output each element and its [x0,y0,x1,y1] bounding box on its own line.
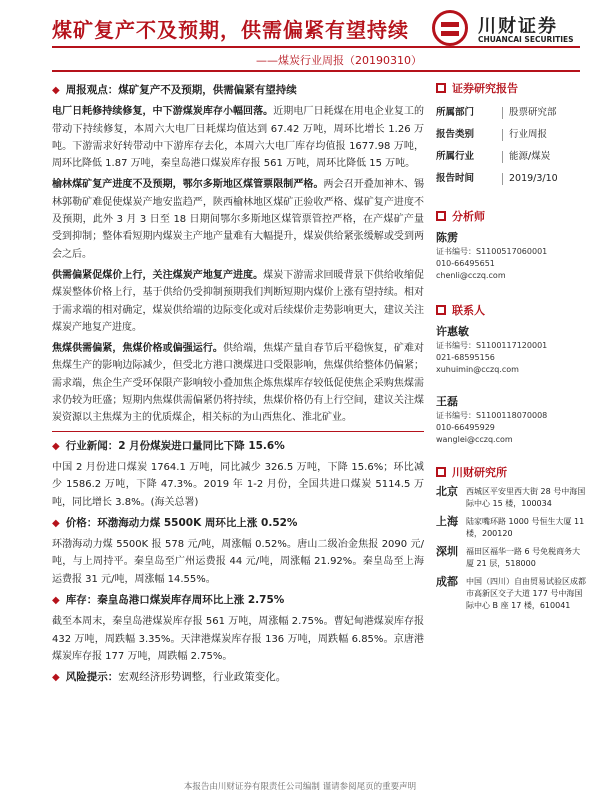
page-footer: 本报告由川财证券有限责任公司编制 谨请参阅尾页的重要声明 [183,782,417,792]
bullet-icon: ◆ [52,85,60,96]
contact-cert: 证书编号：S1100118070008 [436,411,548,420]
office-beijing: 北京 西城区平安里西大街 28 号中海国际中心 15 楼，100034 [436,485,586,508]
report-heading: 证券研究报告 [436,80,586,96]
bullet-icon: ◆ [52,440,60,452]
section-divider [52,431,424,432]
office-chengdu: 成都 中国（四川）自由贸易试验区成都市高新区交子大道 177 号中海国际中心 B 座 17 楼，610041 [436,575,586,610]
square-icon [436,83,446,93]
price-heading [52,515,424,532]
summary-para-4: 焦煤供需偏紧，焦煤价格或偏强运行。供给端，焦煤产量自春节后平稳恢复，矿难对焦煤生产的影响边际减少，但受北方港口澳煤进口受限影响，焦煤供给整体仍偏紧；需求端，焦企生产受环保限产影响较小叠加焦企炼焦煤库存较低促使焦企采购焦煤需求仍较为旺盛；短期内焦煤供需偏紧仍将持续，焦煤价格仍有上行空间，建议关注煤炭资源以主焦煤为主的优质煤企，相关标的为山西焦化、淮北矿业。 [52,343,425,424]
institute-heading: 川财研究所 [436,464,586,480]
bullet-icon: ◆ [52,672,60,684]
logo-mark-icon [432,10,468,46]
analyst-name: 陈雳 [436,231,458,244]
inventory-heading [52,592,424,609]
summary-heading [52,82,424,99]
contact-heading: 联系人 [436,302,586,318]
contact-cert: 证书编号：S1100117120001 [436,341,548,350]
price-para: 环渤海动力煤 5500K 报 578 元/吨，周涨幅 0.52%。唐山二级冶金焦报 2090 元/吨，与上周持平。秦皇岛至广州运费报 44 元/吨，周涨幅 21.92%。秦皇岛至上海运费报 31 元/吨，周涨幅 14.55%。 [52,539,424,585]
analyst-card [436,232,586,282]
contact-name: 王磊 [436,395,458,408]
logo-text-en: CHUANCAI SECURITIES [478,35,574,44]
logo-text-cn: 川财证券 [478,16,558,37]
header-rule-top [52,46,580,48]
contact-phone: 010-66495929 [436,423,495,432]
inventory-para: 截至本周末，秦皇岛港煤炭库存报 561 万吨，周涨幅 2.75%。曹妃甸港煤炭库存报 432 万吨，周跌幅 3.35%。天津港煤炭库存报 136 万吨，周跌幅 6.85%。京唐港煤炭库存报 177 万吨，周跌幅 2.75%。 [52,616,424,662]
sidebar [436,80,586,618]
main-content [52,80,424,691]
summary-para-3: 供需偏紧促煤价上行，关注煤炭产地复产进度。煤炭下游需求回暖背景下供给收缩促煤炭整体价格上行，基于供给仍受抑制预期我们判断短期内煤价上涨有望持续。相对于需求端的相对确定，煤炭供给端的边际变化或对后续煤价走势影响更大，建议关注煤炭产地复产进度。 [52,269,425,333]
contact-phone: 021-68595156 [436,353,495,362]
summary-para-2: 榆林煤矿复产进度不及预期，鄂尔多斯地区煤管票限制严格。两会召开叠加神木、锡林郭勒矿难促使煤炭产地安监趋严，陕西榆林地区煤矿正验收严格、煤矿复产进度不及预期，此外 3 月 3 日至 18 日期间鄂尔多斯地区煤管票管控严格，在产煤矿产量受到抑制；整体看短期内煤炭主产地产量难有大幅提升，煤炭供给紧张缓解或受到两会之后。 [52,179,425,260]
inventory-heading-text: 库存：秦皇岛港口煤炭库存周环比上涨 2.75% [65,594,285,607]
summary-heading-text: 周报观点：煤矿复产不及预期，供需偏紧有望持续 [65,84,297,96]
info-row-date: 报告时间 2019/3/10 [436,173,558,184]
info-row-department: 所属部门 股票研究部 [436,107,557,118]
square-icon [436,467,446,477]
info-row-category: 报告类别 行业周报 [436,129,548,140]
risk-label: 风险提示： [65,671,119,684]
bullet-icon: ◆ [52,517,60,529]
office-shanghai: 上海 陆家嘴环路 1000 号恒生大厦 11 楼，200120 [436,515,585,538]
office-shenzhen: 深圳 福田区福华一路 6 号免税商务大厦 21 层，518000 [436,545,581,568]
risk-note [52,669,424,686]
news-heading [52,438,424,455]
analyst-cert: 证书编号：S1100517060001 [436,247,548,256]
office-list [436,486,586,612]
contact-email[interactable]: xuhuimin@cczq.com [436,365,519,374]
company-logo [432,10,582,50]
contact-card-2 [436,396,586,446]
news-heading-text: 行业新闻：2 月份煤炭进口量同比下降 15.6% [65,439,285,452]
summary-para-1: 电厂日耗修持续修复，中下游煤炭库存小幅回落。近期电厂日耗煤在用电企业复工的带动下持续修复，本周六大电厂日耗煤均值达到 67.42 万吨，周环比增长 1.26 万吨。下游需求好转带动中下游库存去化，本周六大电厂库存均值报 1677.98 万吨，周环比降低 1.87 万吨，秦皇岛港口煤炭库存报 561 万吨，周环比降低 15 万吨。 [52,106,425,170]
header-rule-bottom [52,70,580,72]
news-para: 中国 2 月份进口煤炭 1764.1 万吨，同比减少 326.5 万吨，下降 15.6%；环比减少 1586.2 万吨，下降 47.3%。2019 年 1-2 月份，全国共进口煤炭 5114.5 万吨，同比增长 3.8%。(海关总署) [52,461,424,508]
price-heading-text: 价格：环渤海动力煤 5500K 周环比上涨 0.52% [65,516,298,529]
analyst-email[interactable]: chenli@cczq.com [436,271,506,280]
contact-email[interactable]: wanglei@cczq.com [436,435,513,444]
page-subtitle: ——煤炭行业周报（20190310） [256,54,422,67]
risk-text: 宏观经济形势调整，行业政策变化。 [118,671,287,684]
contact-name: 许惠敏 [436,325,469,338]
square-icon [436,211,446,221]
square-icon [436,305,446,315]
bullet-icon: ◆ [52,595,60,607]
info-row-industry: 所属行业 能源/煤炭 [436,151,551,162]
contact-card-1 [436,326,586,376]
analyst-phone: 010-66495651 [436,259,495,268]
page-title: 煤矿复产不及预期，供需偏紧有望持续 [52,18,409,42]
analyst-heading: 分析师 [436,208,586,224]
